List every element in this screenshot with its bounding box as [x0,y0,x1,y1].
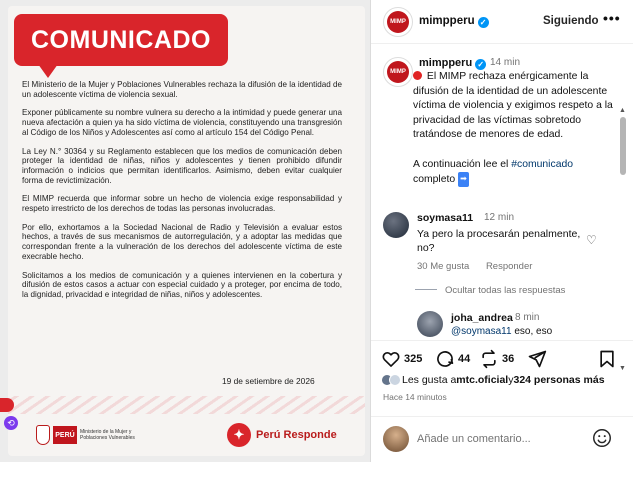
liked-by-user-link[interactable]: mtc.oficial [456,374,509,386]
replier-username[interactable]: joha_andrea [451,312,513,324]
comments-scrollbar[interactable] [619,107,627,377]
comunicado-paragraph: Por ello, exhortamos a la Sociedad Nacional de Radio y Televisión a evaluar estos hechos, a través de sus mecanismos de autorregulación, y a adoptar las medidas que correspondan frente a la vulneración de los derechos del adolescente víctima de este execrable hecho. [22,222,342,261]
scroll-down-arrow-icon[interactable]: ▼ [619,365,626,372]
caption-username: mimpperu [419,57,473,69]
liked-by-middle: y [508,374,514,386]
reply-text [451,326,552,337]
page-bottom-area [0,462,640,482]
commenter-username[interactable]: soymasa11 [417,212,474,224]
replier-avatar[interactable] [417,311,443,337]
peru-responde-logo [227,422,337,448]
comment-input[interactable] [417,429,587,449]
red-circle-icon [413,71,422,80]
bookmark-icon [597,349,617,369]
extension-badge-icon[interactable] [0,398,14,412]
peru-responde-icon: ✦ [227,423,251,447]
reply-time: 8 min [515,312,540,323]
current-user-avatar[interactable] [383,426,409,452]
liked-by-line [381,374,605,386]
caption-time: 14 min [490,57,521,68]
reply-body: eso, eso [511,326,553,337]
following-button[interactable]: Siguiendo [543,15,599,27]
comment-text: Ya pero la procesarán penalmente, no? [417,228,581,254]
likes-count: 325 [404,353,423,365]
paper-plane-icon [527,349,547,369]
comment-button[interactable] [435,349,470,369]
liker-avatar [389,374,401,386]
right-arrow-icon: ➡ [458,172,469,187]
like-comment-heart-icon[interactable]: ♡ [586,233,597,247]
government-logo [36,424,142,446]
coat-of-arms-icon [36,425,50,445]
author-username-link[interactable] [419,15,489,28]
comment-bubble-icon [435,349,455,369]
liked-by-others-link[interactable]: 324 personas más [513,374,605,386]
verified-badge-icon: ✓ [475,59,486,70]
scroll-up-arrow-icon[interactable]: ▲ [619,107,626,114]
comment-likes[interactable]: 30 Me gusta [417,261,470,272]
comment-time: 12 min [484,212,515,223]
emoji-smile-icon[interactable] [591,427,613,449]
author-avatar[interactable] [383,7,413,37]
author-username: mimpperu [419,15,475,27]
peru-label: PERÚ [53,426,77,444]
mimp-logo-icon: MIMP [387,61,409,83]
add-comment-bar [371,416,633,460]
caption-more-suffix: completo [413,174,459,186]
liked-by-prefix: Les gusta a [402,374,457,386]
scrollbar-thumb[interactable] [620,117,626,175]
banner-title: COMUNICADO [31,25,211,54]
comunicado-banner [14,14,228,66]
hashtag-link[interactable]: #comunicado [511,158,574,170]
caption-avatar[interactable] [383,57,413,87]
caption-more-prefix: A continuación lee el [413,158,512,170]
comunicado-paragraph: Solicitamos a los medios de comunicación y a quienes intervienen en la cobertura y difusión de estos casos a actuar con especial cuidado y a proteger, por encima de todo, la dignidad, privacidad e integridad de niñas, niños y adolescentes. [22,270,342,299]
comments-count: 44 [458,353,471,365]
liker-avatars [381,374,397,386]
post-side-panel [370,0,632,462]
verified-badge-icon: ✓ [478,17,489,28]
comunicado-paragraph: El Ministerio de la Mujer y Poblaciones Vulnerables rechaza la difusión de la identidad de un adolescente víctima de violencia sexual. [22,80,342,99]
caption-text [413,70,613,188]
reply-button[interactable]: Responder [485,261,533,272]
shares-count: 36 [502,353,515,365]
post-time-ago: Hace 14 minutos [383,392,447,402]
comment-meta [417,261,546,272]
repost-button[interactable] [479,349,514,369]
comunicado-paragraph: El MIMP recuerda que informar sobre un hecho de violencia exige responsabilidad y respeto irrestricto de los derechos de todas las personas involucradas. [22,194,342,214]
mention-link[interactable]: @soymasa11 [451,326,512,337]
extension-shortcut-icon[interactable]: ⟲ [4,416,18,430]
repost-icon [479,349,499,369]
hide-replies-button[interactable] [415,285,565,296]
comunicado-body [22,80,342,309]
share-button[interactable] [527,349,547,369]
comunicado-paragraph: Exponer públicamente su nombre vulnera su derecho a la intimidad y puede generar una nueva afectación a quien ya ha sido víctima de violencia, constituyendo una transgresión al Código de los Niños y Adolescentes así como al artículo 154 del Código Penal. [22,108,342,137]
caption-main-text: El MIMP rechaza enérgicamente la difusión de la identidad de un adolescente víctima de violencia y exigimos respeto a la privacidad de las víctimas sobretodo tratándose de menores de edad. [413,71,613,141]
like-button[interactable] [381,349,422,369]
peru-responde-text: Perú Responde [256,429,337,441]
heart-icon [381,349,401,369]
caption-username-link[interactable] [419,57,486,70]
more-options-icon[interactable]: ••• [603,10,621,26]
hide-replies-label: Ocultar todas las respuestas [445,285,566,296]
decorative-strip [8,396,365,414]
post-header [371,0,633,44]
action-bar [371,340,633,372]
save-button[interactable] [597,349,617,369]
comunicado-date: 19 de setiembre de 2026 [222,376,315,386]
commenter-avatar[interactable] [383,212,409,238]
comunicado-paragraph: La Ley N.° 30364 y su Reglamento establecen que los medios de comunicación deben proteger la identidad de niñas, niños y adolescentes y tienen prohibido difundir información o indicios que permitan identificarlos. Asimismo, deben evitar cualquier forma de revictimización. [22,146,342,185]
divider-line [415,289,437,290]
mimp-logo-icon: MIMP [387,11,409,33]
ministry-name: Ministerio de la Mujer y Poblaciones Vulnerables [80,429,135,441]
